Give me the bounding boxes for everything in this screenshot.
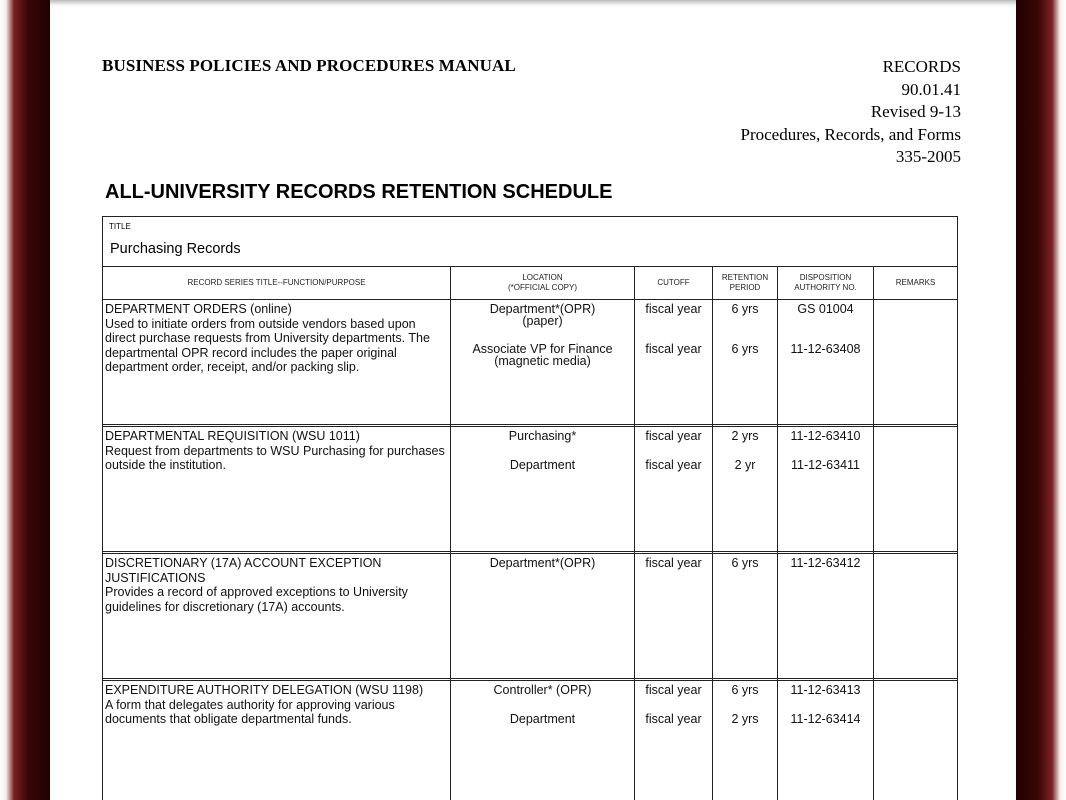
column-header-cutoff: CUTOFF xyxy=(657,277,690,287)
column-header-location: LOCATION (*OFFICIAL COPY) xyxy=(507,272,578,292)
retention-cell: 2 yrs xyxy=(731,429,759,443)
title-value: Purchasing Records xyxy=(110,241,241,257)
manual-title: BUSINESS POLICIES AND PROCEDURES MANUAL xyxy=(102,56,516,75)
location-cell: Purchasing* xyxy=(508,429,577,443)
row-divider xyxy=(103,680,957,681)
series-description: A form that delegates authority for approving various documents that obligate departmental funds. xyxy=(105,697,395,726)
header-phone: 335-2005 xyxy=(895,147,961,166)
column-header-authority: DISPOSITION AUTHORITY NO. xyxy=(794,272,857,292)
row-divider xyxy=(103,678,957,679)
column-header-series: RECORD SERIES TITLE--FUNCTION/PURPOSE xyxy=(187,277,366,287)
cutoff-cell: fiscal year xyxy=(645,302,702,316)
series-description: Provides a record of approved exceptions to University guidelines for discretionary (17A) accounts. xyxy=(105,585,408,614)
row-divider xyxy=(103,424,957,425)
series-title: EXPENDITURE AUTHORITY DELEGATION (WSU 1198) xyxy=(105,683,424,697)
retention-table xyxy=(102,216,958,800)
authority-cell: 11-12-63410 xyxy=(790,429,861,443)
cutoff-cell: fiscal year xyxy=(645,429,702,443)
retention-cell: 6 yrs xyxy=(731,342,759,356)
row-divider xyxy=(103,551,957,552)
authority-cell: 11-12-63408 xyxy=(790,342,861,356)
series-description: Used to initiate orders from outside vendors based upon direct purchase requests from University departments. The departmental OPR record includes the paper original department order, receipt, and/or packing slip. xyxy=(105,316,430,374)
retention-cell: 6 yrs xyxy=(731,556,759,570)
row-divider xyxy=(103,426,957,427)
column-divider xyxy=(873,266,874,800)
left-frame-border xyxy=(0,0,50,800)
row-divider xyxy=(103,553,957,554)
retention-cell: 2 yr xyxy=(734,458,756,472)
cutoff-cell: fiscal year xyxy=(645,683,702,697)
location-cell: Associate VP for Finance (magnetic media) xyxy=(472,342,613,368)
location-cell: Department xyxy=(509,712,576,726)
cutoff-cell: fiscal year xyxy=(645,556,702,570)
authority-cell: GS 01004 xyxy=(797,302,854,316)
cutoff-cell: fiscal year xyxy=(645,458,702,472)
table-row xyxy=(105,429,447,473)
header-revised: Revised 9-13 xyxy=(870,102,961,121)
authority-cell: 11-12-63411 xyxy=(790,458,861,472)
header-chapter: Procedures, Records, and Forms xyxy=(740,124,961,144)
right-frame-border xyxy=(1016,0,1066,800)
cutoff-cell: fiscal year xyxy=(645,342,702,356)
header-row-divider xyxy=(103,299,957,300)
header-number: 90.01.41 xyxy=(901,79,961,99)
table-title-box xyxy=(103,217,957,267)
table-row xyxy=(105,302,447,375)
header-reference-block xyxy=(741,56,962,169)
retention-cell: 6 yrs xyxy=(731,683,759,697)
column-header-retention: RETENTION PERIOD xyxy=(721,272,769,292)
column-header-remarks: REMARKS xyxy=(895,277,936,287)
schedule-title: ALL-UNIVERSITY RECORDS RETENTION SCHEDULE xyxy=(105,181,613,203)
title-label: TITLE xyxy=(109,222,131,231)
series-title: DEPARTMENTAL REQUISITION (WSU 1011) xyxy=(105,429,360,443)
location-cell: Department*(OPR) xyxy=(489,556,596,570)
series-title: DISCRETIONARY (17A) ACCOUNT EXCEPTION JUSTIFICATIONS xyxy=(105,556,382,585)
retention-cell: 6 yrs xyxy=(731,302,759,316)
authority-cell: 11-12-63414 xyxy=(790,712,861,726)
retention-cell: 2 yrs xyxy=(731,712,759,726)
cutoff-cell: fiscal year xyxy=(645,712,702,726)
location-cell: Department xyxy=(509,458,576,472)
table-row xyxy=(105,683,447,727)
authority-cell: 11-12-63413 xyxy=(790,683,861,697)
series-title: DEPARTMENT ORDERS (online) xyxy=(105,302,292,316)
document-page xyxy=(50,0,1016,800)
series-description: Request from departments to WSU Purchasing for purchases outside the institution. xyxy=(105,443,445,472)
location-cell: Department*(OPR) (paper) xyxy=(489,302,596,328)
location-cell: Controller* (OPR) xyxy=(493,683,592,697)
authority-cell: 11-12-63412 xyxy=(790,556,861,570)
table-row xyxy=(105,556,447,614)
header-section: RECORDS xyxy=(882,57,961,76)
